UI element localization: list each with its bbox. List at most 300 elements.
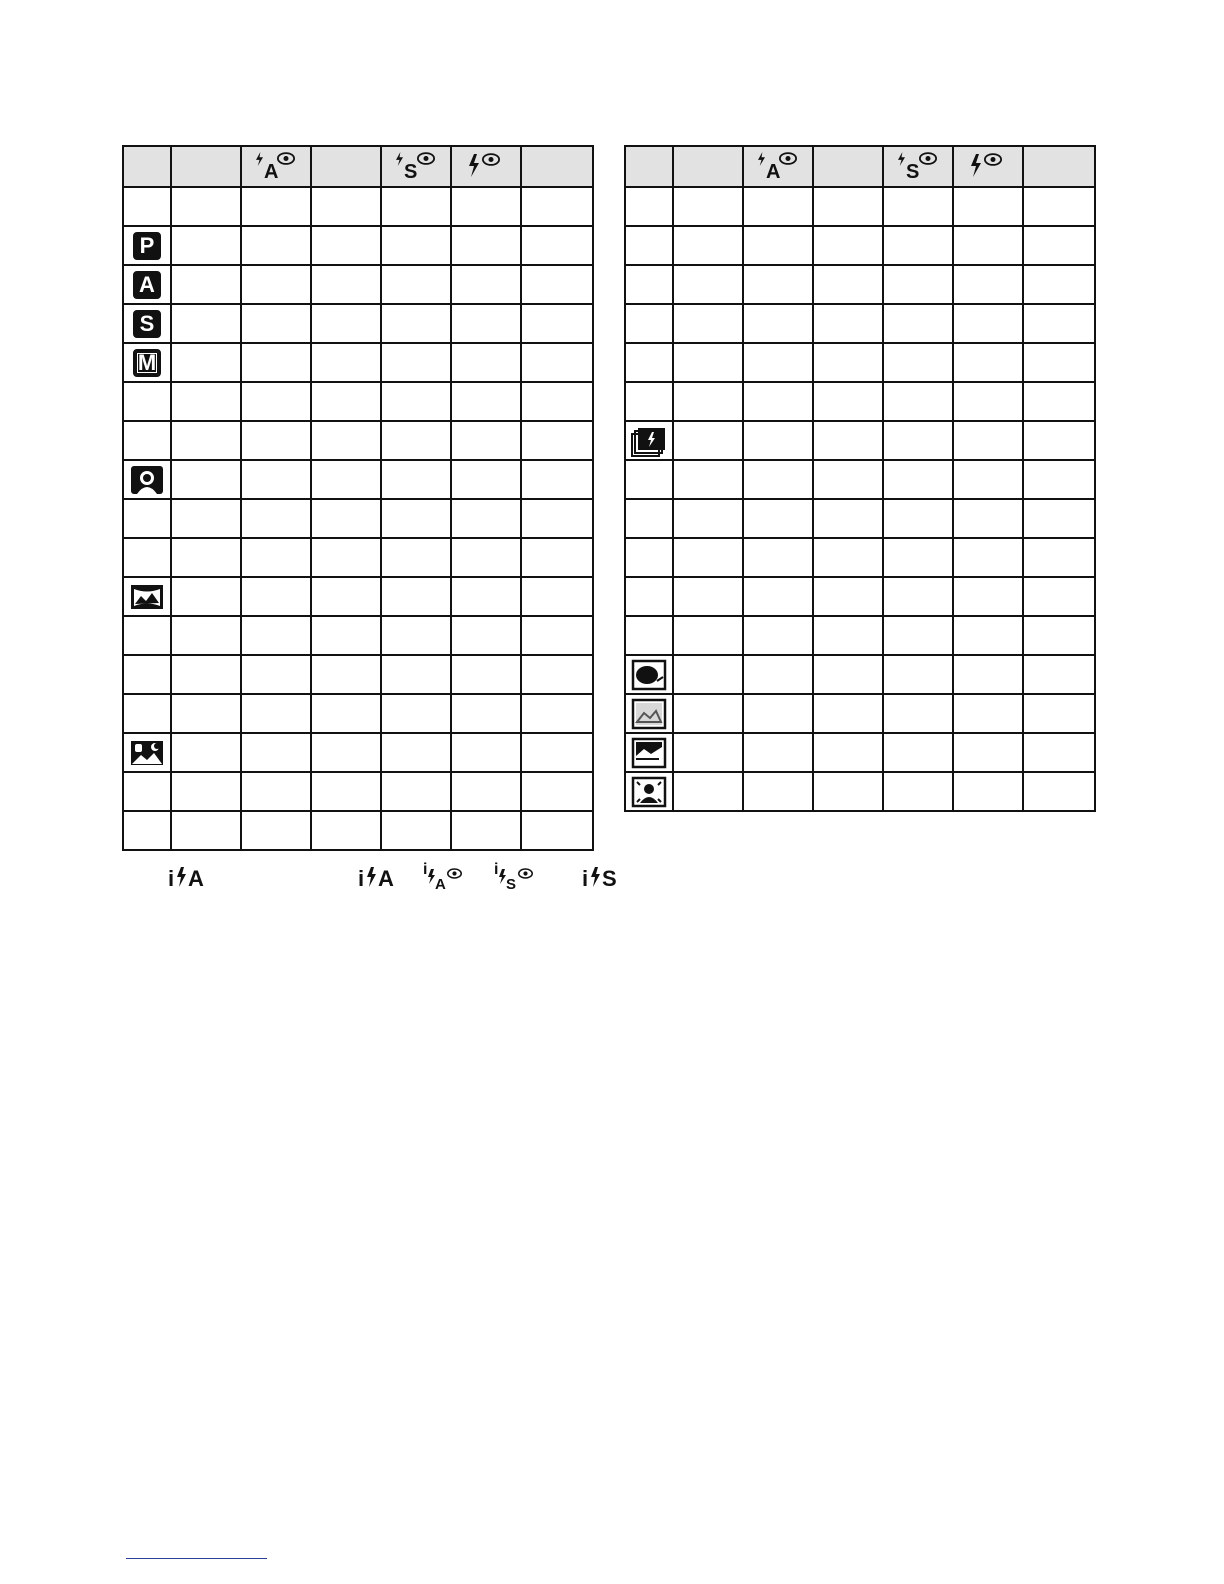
table-cell [883, 655, 953, 694]
table-cell [813, 499, 883, 538]
table-cell [883, 382, 953, 421]
table-cell [381, 460, 451, 499]
table-cell [953, 655, 1023, 694]
table-cell [311, 343, 381, 382]
svg-text:S: S [506, 876, 517, 890]
table-cell [451, 304, 521, 343]
flash-burst-icon [631, 425, 667, 457]
table-cell [673, 694, 743, 733]
table-cell [451, 772, 521, 811]
table-cell [521, 772, 593, 811]
table-cell [953, 187, 1023, 226]
table-cell [311, 772, 381, 811]
table-cell [381, 187, 451, 226]
table-cell [381, 772, 451, 811]
footer-icon-3 [423, 858, 467, 892]
table-cell [813, 187, 883, 226]
table-row [625, 421, 1095, 460]
table-cell [171, 187, 241, 226]
table-cell [241, 226, 311, 265]
table-cell [381, 499, 451, 538]
flash-slow-red-eye-icon [393, 150, 439, 180]
mode-cell [123, 382, 171, 421]
table-cell [1023, 265, 1095, 304]
table-cell [743, 577, 813, 616]
table-cell [311, 265, 381, 304]
table-cell [311, 811, 381, 850]
table-cell [521, 382, 593, 421]
table-cell [171, 343, 241, 382]
table-cell [171, 694, 241, 733]
table-cell [673, 733, 743, 772]
table-cell [883, 499, 953, 538]
table-cell [1023, 226, 1095, 265]
table-cell [743, 343, 813, 382]
table-row [625, 772, 1095, 811]
table-cell [883, 304, 953, 343]
table-row [123, 538, 593, 577]
table-cell [241, 499, 311, 538]
table-cell [813, 694, 883, 733]
manual-mode-icon: M [133, 349, 161, 377]
table-row [625, 694, 1095, 733]
intelligent-flash-auto-icon-2 [358, 860, 398, 890]
table-cell [521, 733, 593, 772]
footnote-rule [126, 1558, 267, 1559]
svg-text:A: A [378, 866, 394, 890]
header-cell-flash-forced-red-eye [451, 146, 521, 187]
svg-text:A: A [766, 160, 781, 180]
table-cell [743, 304, 813, 343]
table-cell [241, 694, 311, 733]
intelligent-flash-auto-icon [168, 860, 208, 890]
table-cell [743, 655, 813, 694]
table-row [625, 304, 1095, 343]
table-cell [171, 772, 241, 811]
table-cell [953, 226, 1023, 265]
table-cell [451, 499, 521, 538]
table-cell [743, 265, 813, 304]
table-cell [673, 460, 743, 499]
program-mode-icon: P [133, 232, 161, 260]
table-cell [521, 460, 593, 499]
table-row [625, 616, 1095, 655]
table-cell [673, 343, 743, 382]
header-cell [171, 146, 241, 187]
header-cell [311, 146, 381, 187]
table-cell [743, 226, 813, 265]
table-cell [241, 538, 311, 577]
intelligent-flash-auto-red-eye-icon [423, 860, 467, 890]
table-cell [953, 538, 1023, 577]
table-cell [521, 577, 593, 616]
table-cell [813, 577, 883, 616]
table-cell [241, 655, 311, 694]
table-header-row [123, 146, 593, 187]
table-cell [673, 421, 743, 460]
table-cell [953, 577, 1023, 616]
table-cell [673, 616, 743, 655]
table-cell [521, 343, 593, 382]
intelligent-flash-slow-icon [582, 860, 622, 890]
table-cell [241, 265, 311, 304]
table-cell [521, 304, 593, 343]
table-cell [813, 655, 883, 694]
table-cell [241, 772, 311, 811]
table-cell [883, 538, 953, 577]
table-cell [521, 265, 593, 304]
table-cell [311, 187, 381, 226]
mode-cell [625, 226, 673, 265]
footer-icon-5 [582, 858, 622, 892]
hand-held-night-icon [129, 737, 165, 769]
table-cell [813, 382, 883, 421]
mode-cell [123, 733, 171, 772]
table-cell [813, 616, 883, 655]
table-cell [311, 421, 381, 460]
table-cell [241, 382, 311, 421]
table-cell [953, 421, 1023, 460]
portrait-scene-icon [129, 464, 165, 496]
table-cell [311, 538, 381, 577]
panorama-scene-icon [129, 581, 165, 613]
table-row [625, 265, 1095, 304]
table-cell [743, 382, 813, 421]
mode-cell [625, 655, 673, 694]
table-cell [883, 421, 953, 460]
header-cell [1023, 146, 1095, 187]
footer-icon-4 [494, 858, 538, 892]
table-cell [883, 265, 953, 304]
svg-text:i: i [582, 866, 589, 890]
table-row [123, 343, 593, 382]
table-header-row [625, 146, 1095, 187]
table-cell [521, 616, 593, 655]
table-row [625, 382, 1095, 421]
mode-cell [625, 187, 673, 226]
table-cell [381, 655, 451, 694]
table-cell [673, 187, 743, 226]
table-cell [171, 499, 241, 538]
table-cell [241, 577, 311, 616]
table-cell [813, 733, 883, 772]
svg-text:S: S [602, 866, 617, 890]
table-cell [953, 343, 1023, 382]
mode-cell [625, 772, 673, 811]
table-cell [241, 733, 311, 772]
table-cell [451, 187, 521, 226]
table-cell [953, 616, 1023, 655]
table-cell [813, 772, 883, 811]
table-cell [521, 538, 593, 577]
table-row [123, 187, 593, 226]
table-cell [673, 382, 743, 421]
table-cell [1023, 187, 1095, 226]
table-cell [451, 460, 521, 499]
table-cell [743, 616, 813, 655]
table-cell [311, 577, 381, 616]
table-cell [883, 733, 953, 772]
mode-cell [625, 343, 673, 382]
table-cell [451, 265, 521, 304]
header-cell-flash-forced-red-eye [953, 146, 1023, 187]
table-cell [451, 382, 521, 421]
mode-cell [123, 577, 171, 616]
table-cell [381, 694, 451, 733]
table-cell [451, 655, 521, 694]
creative-control-icon-1 [631, 659, 667, 691]
footer-icon-2 [358, 858, 398, 892]
table-cell [451, 226, 521, 265]
table-row [625, 538, 1095, 577]
table-cell [743, 421, 813, 460]
table-row [123, 421, 593, 460]
table-cell [171, 733, 241, 772]
table-cell [381, 733, 451, 772]
creative-control-icon-3 [631, 737, 667, 769]
table-cell [673, 577, 743, 616]
table-cell [171, 577, 241, 616]
shutter-priority-icon: S [133, 310, 161, 338]
table-cell [673, 538, 743, 577]
table-cell [521, 655, 593, 694]
table-cell [311, 616, 381, 655]
mode-cell [123, 265, 171, 304]
table-row [625, 343, 1095, 382]
table-cell [1023, 655, 1095, 694]
table-cell [171, 421, 241, 460]
table-cell [813, 421, 883, 460]
table-cell [1023, 733, 1095, 772]
table-cell [521, 226, 593, 265]
svg-text:A: A [435, 876, 446, 890]
mode-cell [123, 772, 171, 811]
table-cell [1023, 343, 1095, 382]
mode-cell [123, 811, 171, 850]
table-cell [451, 343, 521, 382]
table-cell [673, 772, 743, 811]
table-cell [953, 304, 1023, 343]
mode-cell [625, 265, 673, 304]
creative-control-icon-2 [631, 698, 667, 730]
table-row [123, 733, 593, 772]
table-cell [381, 538, 451, 577]
table-cell [953, 733, 1023, 772]
flash-forced-red-eye-icon [466, 150, 506, 180]
table-cell [953, 499, 1023, 538]
table-cell [451, 616, 521, 655]
table-cell [241, 421, 311, 460]
table-cell [521, 811, 593, 850]
table-cell [743, 187, 813, 226]
svg-text:A: A [264, 160, 279, 180]
table-row [123, 226, 593, 265]
table-row [123, 616, 593, 655]
flash-auto-red-eye-icon [253, 150, 299, 180]
table-cell [171, 616, 241, 655]
table-cell [813, 265, 883, 304]
table-row [123, 265, 593, 304]
table-cell [381, 421, 451, 460]
table-cell [1023, 538, 1095, 577]
table-cell [813, 538, 883, 577]
table-row [123, 304, 593, 343]
table-row [625, 733, 1095, 772]
svg-text:i: i [494, 861, 499, 878]
flash-slow-red-eye-icon [895, 150, 941, 180]
table-cell [1023, 460, 1095, 499]
mode-cell [625, 694, 673, 733]
table-cell [673, 499, 743, 538]
table-row [625, 226, 1095, 265]
table-cell [743, 499, 813, 538]
table-cell [241, 304, 311, 343]
table-cell [813, 343, 883, 382]
table-cell [311, 382, 381, 421]
flash-forced-red-eye-icon [968, 150, 1008, 180]
header-cell-flash-slow-red-eye [883, 146, 953, 187]
table-cell [813, 226, 883, 265]
svg-text:S: S [404, 160, 418, 180]
header-cell [521, 146, 593, 187]
table-cell [171, 811, 241, 850]
table-cell [883, 772, 953, 811]
table-cell [171, 538, 241, 577]
table-row [625, 460, 1095, 499]
mode-cell [123, 460, 171, 499]
svg-text:i: i [168, 866, 175, 890]
header-cell [673, 146, 743, 187]
flash-table-left [122, 145, 594, 851]
table-cell [883, 694, 953, 733]
mode-cell [123, 538, 171, 577]
mode-cell [123, 694, 171, 733]
mode-cell [123, 187, 171, 226]
header-cell-flash-auto-red-eye [743, 146, 813, 187]
aperture-priority-icon: A [133, 271, 161, 299]
table-cell [883, 577, 953, 616]
table-row [123, 811, 593, 850]
table-cell [241, 811, 311, 850]
table-cell [171, 655, 241, 694]
table-cell [883, 616, 953, 655]
mode-cell [625, 733, 673, 772]
table-cell [743, 733, 813, 772]
mode-cell [625, 421, 673, 460]
table-cell [171, 304, 241, 343]
table-cell [311, 499, 381, 538]
table-cell [1023, 382, 1095, 421]
table-cell [813, 460, 883, 499]
table-cell [241, 460, 311, 499]
mode-cell [625, 499, 673, 538]
mode-cell [123, 655, 171, 694]
table-row [123, 499, 593, 538]
table-cell [1023, 421, 1095, 460]
table-cell [883, 226, 953, 265]
table-cell [381, 304, 451, 343]
table-cell [311, 460, 381, 499]
table-cell [953, 460, 1023, 499]
table-row [123, 694, 593, 733]
table-row [625, 577, 1095, 616]
table-cell [311, 226, 381, 265]
table-cell [451, 421, 521, 460]
table-cell [953, 265, 1023, 304]
svg-text:S: S [906, 160, 920, 180]
table-cell [241, 616, 311, 655]
mode-cell [625, 538, 673, 577]
table-cell [953, 382, 1023, 421]
table-cell [953, 772, 1023, 811]
table-row [123, 772, 593, 811]
mode-cell [123, 421, 171, 460]
table-cell [241, 187, 311, 226]
mode-cell [123, 304, 171, 343]
table-cell [673, 265, 743, 304]
table-row [123, 382, 593, 421]
table-cell [521, 187, 593, 226]
table-cell [1023, 694, 1095, 733]
table-cell [311, 694, 381, 733]
table-cell [381, 226, 451, 265]
header-cell [813, 146, 883, 187]
footer-icon-1 [168, 858, 208, 892]
table-cell [883, 187, 953, 226]
table-cell [521, 499, 593, 538]
header-cell-flash-auto-red-eye [241, 146, 311, 187]
header-cell [625, 146, 673, 187]
svg-text:i: i [423, 861, 428, 878]
table-cell [311, 733, 381, 772]
table-cell [1023, 616, 1095, 655]
mode-cell [123, 616, 171, 655]
flash-table-right [624, 145, 1096, 812]
table-cell [743, 772, 813, 811]
table-row [123, 460, 593, 499]
intelligent-flash-slow-red-eye-icon [494, 860, 538, 890]
table-cell [883, 460, 953, 499]
table-cell [953, 694, 1023, 733]
svg-text:i: i [358, 866, 365, 890]
table-cell [743, 694, 813, 733]
svg-text:A: A [188, 866, 204, 890]
table-cell [673, 304, 743, 343]
table-cell [451, 733, 521, 772]
table-cell [451, 811, 521, 850]
table-cell [381, 265, 451, 304]
table-row [123, 655, 593, 694]
table-cell [743, 460, 813, 499]
table-cell [743, 538, 813, 577]
mode-cell [123, 499, 171, 538]
table-cell [521, 694, 593, 733]
table-cell [1023, 577, 1095, 616]
table-cell [1023, 772, 1095, 811]
mode-cell [625, 577, 673, 616]
table-cell [1023, 304, 1095, 343]
table-cell [381, 577, 451, 616]
table-cell [813, 304, 883, 343]
table-cell [311, 304, 381, 343]
table-cell [673, 226, 743, 265]
creative-control-icon-4 [631, 776, 667, 808]
table-cell [673, 655, 743, 694]
table-cell [171, 460, 241, 499]
table-cell [381, 343, 451, 382]
header-cell-flash-slow-red-eye [381, 146, 451, 187]
mode-cell [625, 382, 673, 421]
